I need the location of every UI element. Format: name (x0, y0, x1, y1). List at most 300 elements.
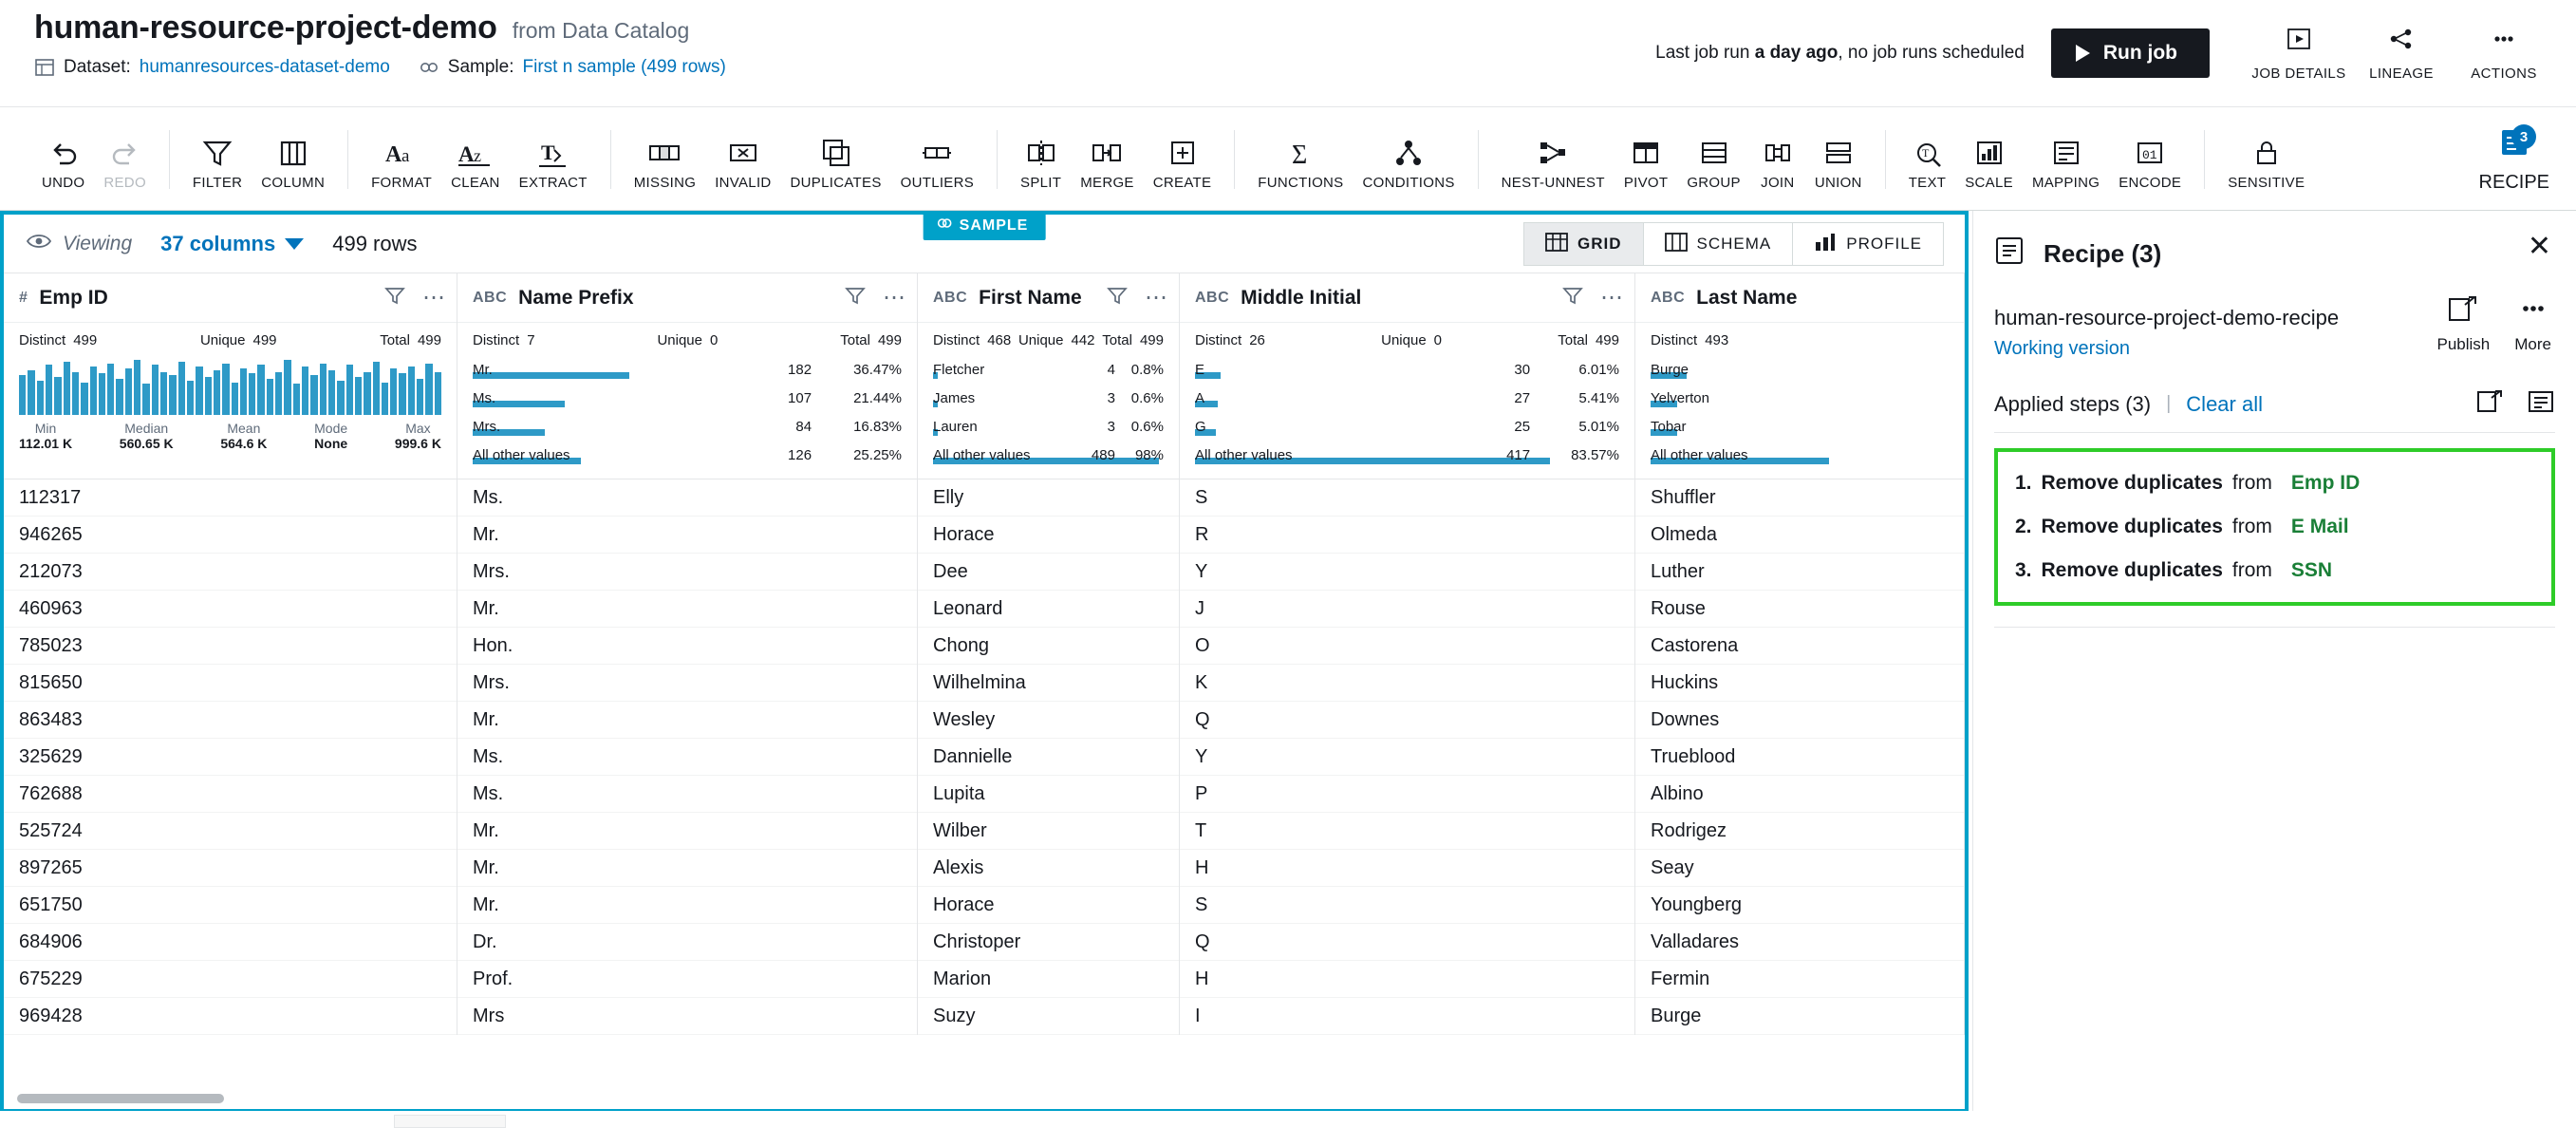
recipe-name: human-resource-project-demo-recipe (1994, 306, 2340, 329)
filter-icon[interactable] (845, 285, 866, 311)
table-cell[interactable]: Mrs. (457, 554, 917, 591)
columns-selector[interactable] (160, 232, 304, 256)
histogram-bar (425, 364, 432, 415)
histogram-bar (382, 383, 388, 415)
toolbar-functions[interactable] (1248, 129, 1353, 191)
page-subtitle: from Data Catalog (512, 18, 690, 43)
category-percent: 0.6% (1130, 390, 1164, 406)
job-details-button[interactable] (2248, 25, 2350, 82)
toolbar-missing[interactable] (625, 129, 705, 191)
histogram-bar (107, 364, 114, 415)
svg-text:a: a (401, 145, 410, 166)
category-count: 489 (1091, 447, 1115, 463)
table-cell[interactable]: Castorena (1635, 628, 1964, 665)
nest-unnest-icon (1537, 129, 1569, 169)
toolbar-filter[interactable] (183, 129, 252, 191)
table-cell[interactable]: Rodrigez (1635, 813, 1964, 850)
table-cell[interactable]: Christoper (918, 924, 1179, 961)
recipe-count-badge: 3 (2511, 124, 2536, 149)
table-cell[interactable]: Shuffler (1635, 479, 1964, 517)
step-column: E Mail (2290, 515, 2349, 537)
table-cell[interactable]: Mr. (457, 887, 917, 924)
histogram (19, 356, 441, 415)
recipe-panel-title: Recipe (3) (2044, 238, 2162, 268)
sensitive-lock-icon (2250, 129, 2283, 169)
table-cell[interactable]: 897265 (4, 850, 457, 887)
histogram-bar (364, 372, 370, 415)
publish-button[interactable] (2437, 294, 2491, 354)
toolbar-redo[interactable] (94, 129, 156, 191)
toolbar-create[interactable] (1144, 129, 1222, 191)
column-cells (457, 479, 917, 1035)
toolbar-merge[interactable] (1071, 129, 1144, 191)
total-label: Total (1102, 332, 1132, 348)
histogram-bar (81, 383, 87, 415)
table-cell[interactable]: Y (1180, 739, 1634, 776)
toolbar-sensitive[interactable] (2218, 129, 2314, 191)
table-cell[interactable]: Q (1180, 924, 1634, 961)
histogram-bar (160, 372, 167, 415)
table-cell[interactable]: Chong (918, 628, 1179, 665)
table-cell[interactable]: 785023 (4, 628, 457, 665)
recipe-panel (1972, 211, 2576, 1111)
toolbar-divider (1478, 130, 1479, 189)
column-cells (1180, 479, 1634, 1035)
recipe-step[interactable] (1998, 549, 2551, 592)
histogram-bar (310, 375, 317, 415)
job-status-suffix: , no job runs scheduled (1838, 43, 2025, 63)
toolbar-encode-label: ENCODE (2119, 174, 2182, 191)
import-steps-icon[interactable] (2475, 388, 2504, 421)
category-name: Tobar (1651, 419, 1687, 435)
table-cell[interactable]: I (1180, 998, 1634, 1035)
column-cells (1635, 479, 1964, 1035)
applied-steps-bar (1994, 392, 2555, 433)
table-cell[interactable]: Prof. (457, 961, 917, 998)
category-row (1651, 385, 1949, 412)
view-tab-schema-label: SCHEMA (1696, 235, 1772, 253)
toolbar-duplicates-label: DUPLICATES (790, 174, 882, 191)
column-header-actions (1107, 285, 1169, 311)
category-name: James (933, 390, 976, 406)
toolbar-undo[interactable] (32, 129, 94, 191)
recipe-panel-icon (1994, 235, 2026, 272)
column-menu-icon[interactable]: ⋯ (1600, 285, 1625, 310)
median-value: 560.65 K (119, 436, 174, 451)
numeric-axis (19, 421, 441, 451)
table-cell[interactable]: 863483 (4, 702, 457, 739)
toolbar-create-label: CREATE (1152, 174, 1212, 191)
stats-summary (933, 332, 1164, 348)
histogram-bar (293, 384, 300, 415)
filter-icon[interactable] (1562, 285, 1583, 311)
table-column-emp-id (4, 273, 457, 1035)
total-value: 499 (1139, 332, 1164, 348)
table-cell[interactable]: Youngberg (1635, 887, 1964, 924)
table-cell[interactable]: Elly (918, 479, 1179, 517)
column-header[interactable] (1635, 273, 1964, 323)
category-percent: 0.6% (1130, 419, 1164, 435)
view-tab-grid-label: GRID (1577, 235, 1622, 253)
union-icon (1822, 129, 1855, 169)
table-cell[interactable]: Mr. (457, 850, 917, 887)
histogram-bar (90, 367, 97, 415)
toolbar-nest-unnest[interactable] (1492, 129, 1615, 191)
split-icon (1025, 129, 1057, 169)
toolbar-conditions[interactable] (1353, 129, 1464, 191)
table-cell[interactable]: 651750 (4, 887, 457, 924)
sample-badge-icon (937, 216, 952, 235)
category-distribution (933, 356, 1164, 464)
table-cell[interactable]: Rouse (1635, 591, 1964, 628)
histogram-bar (46, 365, 52, 415)
sample-badge-label: SAMPLE (959, 216, 1029, 234)
job-details-label: JOB DETAILS (2251, 66, 2346, 82)
table-cell[interactable]: H (1180, 961, 1634, 998)
column-name: First Name (979, 286, 1082, 309)
toolbar-invalid[interactable] (705, 129, 780, 191)
stats-summary (1651, 332, 1949, 348)
conditions-icon (1392, 129, 1425, 169)
table-column-last-name (1635, 273, 1965, 1035)
table-cell[interactable]: Trueblood (1635, 739, 1964, 776)
table-cell[interactable]: Ms. (457, 776, 917, 813)
unique-value: 0 (1433, 332, 1443, 348)
toolbar-pivot-label: PIVOT (1623, 174, 1669, 191)
column-header[interactable] (1180, 273, 1634, 323)
table-cell[interactable]: H (1180, 850, 1634, 887)
mean-value: 564.6 K (220, 436, 268, 451)
lineage-icon (2387, 25, 2416, 59)
min-label: Min (34, 421, 57, 436)
redo-icon (108, 129, 142, 169)
table-cell[interactable]: O (1180, 628, 1634, 665)
toolbar-divider (347, 130, 348, 189)
column-menu-icon[interactable]: ⋯ (883, 285, 907, 310)
table-cell[interactable]: Ms. (457, 739, 917, 776)
dataset-link[interactable]: humanresources-dataset-demo (139, 57, 390, 77)
table-cell[interactable]: Marion (918, 961, 1179, 998)
toolbar-scale[interactable] (1955, 129, 2023, 191)
toolbar-split-label: SPLIT (1020, 174, 1062, 191)
project-title-row (34, 9, 689, 47)
table-cell[interactable]: Fermin (1635, 961, 1964, 998)
table-cell[interactable]: Mr. (457, 591, 917, 628)
toolbar-join[interactable] (1750, 129, 1805, 191)
max-value: 999.6 K (394, 436, 441, 451)
toolbar-encode[interactable] (2109, 129, 2191, 191)
histogram-bar (187, 381, 194, 415)
recipe-step[interactable] (1998, 461, 2551, 505)
total-label: Total (380, 332, 410, 348)
histogram-bar (152, 365, 159, 415)
table-cell[interactable]: Wilhelmina (918, 665, 1179, 702)
category-name: Burge (1651, 362, 1689, 378)
table-cell[interactable]: Ms. (457, 479, 917, 517)
toolbar-group[interactable] (1677, 129, 1750, 191)
median-label: Median (124, 421, 169, 436)
toolbar-clean[interactable] (441, 129, 510, 191)
column-header[interactable] (4, 273, 457, 323)
histogram-bar (232, 383, 238, 415)
undo-icon (47, 129, 81, 169)
column-menu-icon[interactable]: ⋯ (422, 285, 447, 310)
histogram-bar (240, 368, 247, 415)
clear-all-button[interactable]: Clear all (2186, 391, 2263, 416)
functions-sigma-icon (1284, 129, 1316, 169)
table-cell[interactable]: Mr. (457, 517, 917, 554)
lineage-button[interactable] (2350, 25, 2453, 82)
view-tab-profile[interactable] (1793, 222, 1944, 266)
recipe-step[interactable] (1998, 505, 2551, 549)
unique-label: Unique (1381, 332, 1427, 348)
column-name: Name Prefix (518, 286, 634, 309)
histogram-bar (320, 364, 327, 415)
table-cell[interactable]: Dannielle (918, 739, 1179, 776)
horizontal-scrollbar[interactable] (4, 1088, 1965, 1109)
table-cell[interactable]: 969428 (4, 998, 457, 1035)
category-row (473, 356, 902, 384)
toolbar-mapping-label: MAPPING (2031, 174, 2100, 191)
toolbar-union-label: UNION (1814, 174, 1862, 191)
category-name: All other values (473, 447, 570, 463)
column-header-actions (1562, 285, 1625, 311)
step-index: 1. (2015, 471, 2032, 494)
toolbar-mapping[interactable] (2023, 129, 2109, 191)
table-cell[interactable]: Alexis (918, 850, 1179, 887)
table-cell[interactable]: 946265 (4, 517, 457, 554)
column-name: Last Name (1696, 286, 1798, 309)
column-stats (1180, 323, 1634, 479)
job-status (1655, 43, 2025, 64)
column-stats (4, 323, 457, 479)
more-label: More (2514, 335, 2551, 353)
total-label: Total (840, 332, 870, 348)
view-tab-profile-label: PROFILE (1846, 235, 1922, 253)
job-status-time: a day ago (1754, 43, 1839, 63)
distinct-value: 26 (1249, 332, 1265, 348)
eye-icon (27, 233, 51, 255)
distinct-label: Distinct (933, 332, 980, 348)
more-ellipsis-icon (2517, 294, 2549, 328)
mean-label: Mean (227, 421, 261, 436)
histogram-bar (222, 364, 229, 415)
table-cell[interactable]: Burge (1635, 998, 1964, 1035)
table-column-first-name (918, 273, 1180, 1035)
job-details-icon (2285, 25, 2313, 59)
table-cell[interactable]: Horace (918, 887, 1179, 924)
column-type-tag: # (19, 289, 28, 306)
dataset-meta (34, 57, 390, 78)
category-percent: 25.25% (853, 447, 902, 463)
table-cell[interactable]: Huckins (1635, 665, 1964, 702)
toolbar-column-label: COLUMN (261, 174, 326, 191)
category-name: Mrs. (473, 419, 501, 435)
page-header (0, 0, 2576, 106)
toolbar-outliers[interactable] (891, 129, 983, 191)
table-cell[interactable]: 675229 (4, 961, 457, 998)
sample-badge (924, 211, 1046, 240)
table-cell[interactable]: 112317 (4, 479, 457, 517)
table-cell[interactable]: Hon. (457, 628, 917, 665)
svg-text:Σ: Σ (1292, 140, 1308, 169)
viewing-indicator (27, 233, 132, 255)
data-grid-panel (0, 211, 1969, 1111)
category-name: Fletcher (933, 362, 985, 378)
table-cell[interactable]: 325629 (4, 739, 457, 776)
table-cell[interactable]: P (1180, 776, 1634, 813)
svg-text:A: A (457, 141, 475, 166)
filter-icon[interactable] (384, 285, 405, 311)
min-value: 112.01 K (19, 436, 73, 451)
category-count: 126 (788, 447, 812, 463)
actions-button[interactable] (2453, 25, 2555, 82)
table-cell[interactable]: Q (1180, 702, 1634, 739)
histogram-bar (125, 368, 132, 415)
table-cell[interactable]: Mrs. (457, 665, 917, 702)
toolbar-text[interactable] (1899, 129, 1956, 191)
histogram-bar (214, 370, 220, 415)
run-job-label: Run job (2102, 42, 2177, 64)
category-percent: 5.41% (1578, 390, 1619, 406)
scrollbar-thumb[interactable] (17, 1094, 224, 1103)
toolbar-format[interactable] (362, 129, 441, 191)
filter-icon (201, 129, 233, 169)
bottom-tab-handle[interactable] (394, 1115, 506, 1128)
table-cell[interactable]: Mrs (457, 998, 917, 1035)
mode-value: None (314, 436, 348, 451)
table-cell[interactable]: 460963 (4, 591, 457, 628)
category-distribution (1195, 356, 1619, 464)
table-cell[interactable]: Suzy (918, 998, 1179, 1035)
table-cell[interactable]: Mr. (457, 813, 917, 850)
histogram-bar (337, 381, 344, 415)
column-header[interactable] (457, 273, 917, 323)
category-name: Yelverton (1651, 390, 1709, 406)
toolbar-duplicates[interactable] (781, 129, 891, 191)
toolbar-extract[interactable] (510, 129, 597, 191)
run-job-button[interactable] (2051, 28, 2210, 78)
histogram-bar (275, 372, 282, 415)
close-icon[interactable]: ✕ (2527, 231, 2551, 262)
table-cell[interactable]: R (1180, 517, 1634, 554)
table-cell[interactable]: K (1180, 665, 1634, 702)
recipe-version-link[interactable]: Working version (1994, 337, 2131, 359)
table-cell[interactable]: Wesley (918, 702, 1179, 739)
toolbar-redo-label: REDO (103, 174, 146, 191)
category-count: 30 (1514, 362, 1531, 378)
histogram-bar (169, 375, 176, 415)
outliers-icon (921, 129, 953, 169)
category-count: 3 (1107, 419, 1115, 435)
table-cell[interactable]: S (1180, 887, 1634, 924)
filter-icon[interactable] (1107, 285, 1128, 311)
table-cell[interactable]: Horace (918, 517, 1179, 554)
table-column-name-prefix (457, 273, 918, 1035)
table-cell[interactable]: Seay (1635, 850, 1964, 887)
table-cell[interactable]: J (1180, 591, 1634, 628)
applied-steps-label: Applied steps (3) (1994, 391, 2152, 416)
view-tab-schema[interactable] (1644, 222, 1794, 266)
table-cell[interactable]: Albino (1635, 776, 1964, 813)
viewing-label: Viewing (63, 232, 133, 254)
category-row (473, 442, 902, 469)
toolbar-column[interactable] (252, 129, 334, 191)
distinct-label: Distinct (19, 332, 66, 348)
category-name: Ms. (473, 390, 496, 406)
column-menu-icon[interactable]: ⋯ (1145, 285, 1169, 310)
table-cell[interactable]: 815650 (4, 665, 457, 702)
steps-separator: | (2166, 393, 2172, 415)
duplicates-icon (820, 129, 852, 169)
schema-icon (1665, 232, 1688, 257)
svg-text:z: z (473, 145, 481, 165)
more-button[interactable] (2514, 294, 2551, 354)
histogram-bar (196, 367, 202, 415)
toolbar-pivot[interactable] (1615, 129, 1678, 191)
toolbar-union[interactable] (1805, 129, 1872, 191)
sample-link[interactable]: First n sample (499 rows) (522, 57, 726, 77)
table-cell[interactable]: Lupita (918, 776, 1179, 813)
pivot-icon (1630, 129, 1662, 169)
total-label: Total (1558, 332, 1588, 348)
group-icon (1698, 129, 1730, 169)
table-cell[interactable]: T (1180, 813, 1634, 850)
histogram-bar (19, 375, 26, 415)
table-cell[interactable]: Luther (1635, 554, 1964, 591)
merge-icon (1091, 129, 1123, 169)
toolbar-split[interactable] (1011, 129, 1071, 191)
category-count: 25 (1514, 419, 1531, 435)
table-cell[interactable]: 684906 (4, 924, 457, 961)
histogram-bar (284, 360, 290, 415)
column-header[interactable] (918, 273, 1179, 323)
view-tab-grid[interactable] (1523, 222, 1644, 266)
table-cell[interactable]: Y (1180, 554, 1634, 591)
table-cell[interactable]: Mr. (457, 702, 917, 739)
histogram-bar (267, 379, 273, 415)
svg-text:01: 01 (2142, 147, 2157, 162)
table-cell[interactable]: Valladares (1635, 924, 1964, 961)
toolbar-recipe-label: RECIPE (2478, 171, 2549, 193)
grid-toolbar (4, 215, 1965, 273)
table-cell[interactable]: S (1180, 479, 1634, 517)
category-row (1651, 413, 1949, 441)
table-cell[interactable]: Olmeda (1635, 517, 1964, 554)
histogram-bar (328, 370, 335, 415)
distinct-value: 468 (987, 332, 1012, 348)
toolbar-recipe-button[interactable] (2479, 107, 2549, 212)
category-row (933, 442, 1164, 469)
table-cell[interactable]: Leonard (918, 591, 1179, 628)
step-from: from (2231, 471, 2272, 494)
svg-text:T: T (1922, 145, 1930, 160)
category-name: Lauren (933, 419, 978, 435)
histogram-bar (99, 373, 105, 415)
toolbar-divider (997, 130, 998, 189)
table-cell[interactable]: 212073 (4, 554, 457, 591)
stats-summary (19, 332, 441, 348)
table-cell[interactable]: Dr. (457, 924, 917, 961)
table-cell[interactable]: Dee (918, 554, 1179, 591)
table-cell[interactable]: Downes (1635, 702, 1964, 739)
table-cell[interactable]: Wilber (918, 813, 1179, 850)
table-cell[interactable]: 525724 (4, 813, 457, 850)
download-steps-icon[interactable] (2527, 388, 2555, 421)
histogram-bar (134, 360, 140, 415)
category-name: All other values (1651, 447, 1748, 463)
table-cell[interactable]: 762688 (4, 776, 457, 813)
